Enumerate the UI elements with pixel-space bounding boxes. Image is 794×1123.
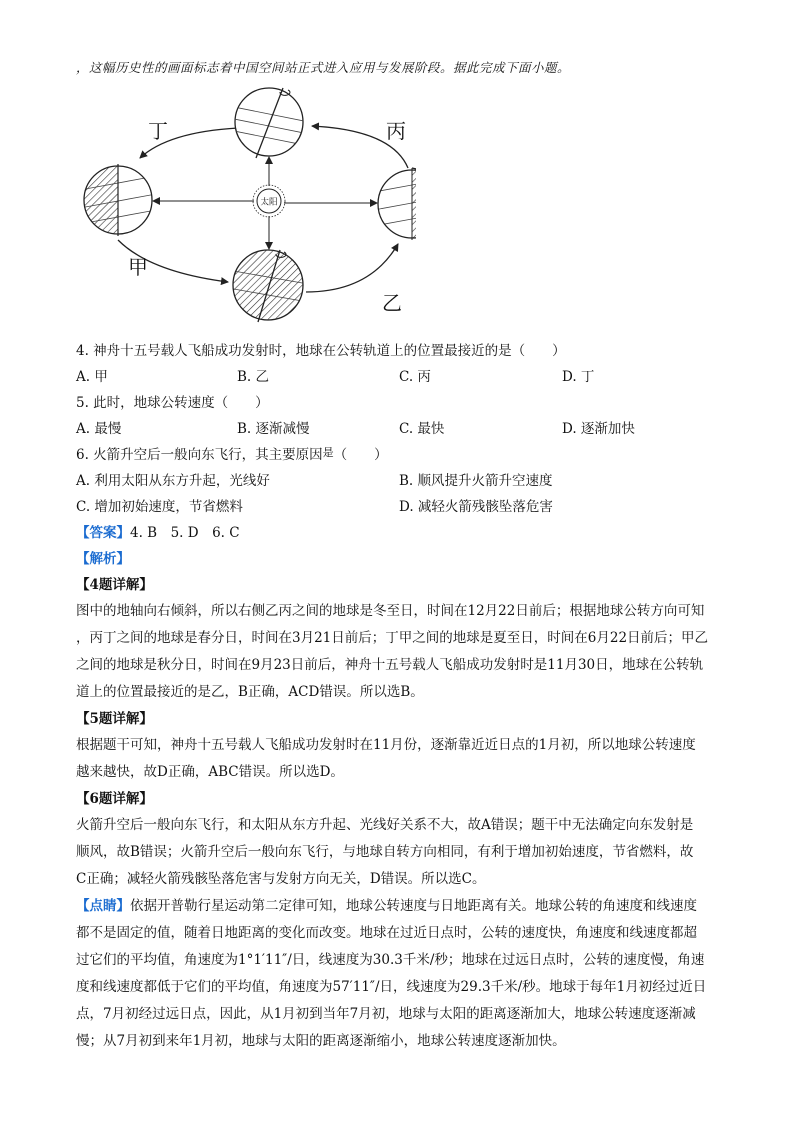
earth-bottom: [228, 250, 308, 322]
label-yi: 乙: [382, 291, 402, 315]
section-6-heading: 【6题详解】: [76, 791, 153, 807]
q4-option-a[interactable]: A. 甲: [76, 369, 108, 385]
section-6-line: 火箭升空后一般向东飞行，和太阳从东方升起、光线好关系不大，故A错误；题干中无法确定向东发射是: [76, 817, 694, 833]
question-6-options-row1: [76, 468, 716, 494]
sun-label: 太阳: [260, 197, 278, 208]
section-6-line: 顺风，故B错误；火箭升空后一般向东飞行，与地球自转方向相同，有利于增加初始速度，节省燃料，故: [76, 844, 694, 860]
comment-line: 慢；从7月初到来年1月初，地球与太阳的距离逐渐缩小，地球公转速度逐渐加快。: [76, 1033, 566, 1049]
q6-option-c[interactable]: C. 增加初始速度，节省燃料: [76, 499, 243, 515]
label-jia: 甲: [128, 255, 148, 279]
earth-right: [374, 164, 416, 244]
intro-text: ，这幅历史性的画面标志着中国空间站正式进入应用与发展阶段。据此完成下面小题。: [76, 60, 571, 75]
question-5-stem: 5. 此时，地球公转速度（ ）: [76, 395, 269, 411]
section-6-line: C正确；减轻火箭残骸坠落危害与发射方向无关，D错误。所以选C。: [76, 871, 486, 887]
earth-left: [80, 160, 156, 240]
q5-option-b[interactable]: B. 逐渐减慢: [237, 421, 310, 437]
comment-line: 度和线速度都低于它们的平均值，角速度为57′11″/日，线速度为29.3千米/秒。地球于每年1月初经过近日: [76, 979, 707, 995]
orbit-arc-yi: [306, 244, 398, 292]
answer-text: 4. B 5. D 6. C: [130, 525, 240, 541]
comment-line: 都不是固定的值，随着日地距离的变化而改变。地球在过近日点时，公转的速度快，角速度和线速度都超: [76, 925, 697, 941]
earth-top: [229, 88, 309, 158]
comment-line: 点，7月初经过远日点，因此，从1月初到当年7月初，地球与太阳的距离逐渐加大，地球公转速度逐渐减: [76, 1006, 696, 1022]
q5-option-c[interactable]: C. 最快: [399, 421, 445, 437]
section-4-line: 之间的地球是秋分日，时间在9月23日前后，神舟十五号载人飞船成功发射时是11月30日，地球在公转轨: [76, 657, 704, 673]
section-4-line: 图中的地轴向右倾斜，所以右侧乙丙之间的地球是冬至日，时间在12月22日前后；根据地球公转方向可知: [76, 603, 705, 619]
label-ding: 丁: [148, 119, 168, 143]
question-5-options: [76, 416, 716, 442]
question-6-stem: 6. 火箭升空后一般向东飞行，其主要原因$^是$（ ）: [76, 446, 388, 463]
document-body: [76, 338, 716, 1055]
q6-option-d[interactable]: D. 减轻火箭残骸坠落危害: [399, 499, 553, 515]
answer-line: [76, 520, 716, 546]
label-bing: 丙: [386, 119, 406, 143]
earth-orbit-diagram: [76, 82, 416, 332]
q4-option-b[interactable]: B. 乙: [237, 369, 270, 385]
question-4-stem: 4. 神舟十五号载人飞船成功发射时，地球在公转轨道上的位置最接近的是（ ）: [76, 343, 566, 359]
q5-option-a[interactable]: A. 最慢: [76, 421, 122, 437]
analysis-heading: 【解析】: [76, 551, 130, 567]
question-4-options: [76, 364, 716, 390]
answer-tag: 【答案】: [76, 525, 130, 541]
q6-option-b[interactable]: B. 顺风提升火箭升空速度: [399, 473, 553, 489]
q6-option-a[interactable]: A. 利用太阳从东方升起，光线好: [76, 473, 270, 489]
q4-option-c[interactable]: C. 丙: [399, 369, 431, 385]
q5-option-d[interactable]: D. 逐渐加快: [562, 421, 635, 437]
section-4-line: 道上的位置最接近的是乙，B正确，ACD错误。所以选B。: [76, 684, 424, 700]
section-4-heading: 【4题详解】: [76, 577, 153, 593]
question-6-options-row2: [76, 494, 716, 520]
comment-first-line: 【点睛】依据开普勒行星运动第二定律可知，地球公转速度与日地距离有关。地球公转的角速度和线速度: [76, 898, 697, 914]
section-4-line: ，丙丁之间的地球是春分日，时间在3月21日前后；丁甲之间的地球是夏至日，时间在6月22日前后；甲乙: [76, 630, 709, 646]
q4-option-d[interactable]: D. 丁: [562, 369, 595, 385]
section-5-line: 根据题干可知，神舟十五号载人飞船成功发射时在11月份，逐渐靠近近日点的1月初，所以地球公转速度: [76, 737, 696, 753]
comment-tag: 【点睛】: [76, 898, 130, 914]
comment-line: 过它们的平均值，角速度为1°1′11″/日，线速度为30.3千米/秒；地球在过远日点时，公转的速度慢，角速: [76, 952, 705, 968]
sun: [253, 185, 285, 217]
section-5-heading: 【5题详解】: [76, 711, 153, 727]
section-5-line: 越来越快，故D正确，ABC错误。所以选D。: [76, 764, 344, 780]
